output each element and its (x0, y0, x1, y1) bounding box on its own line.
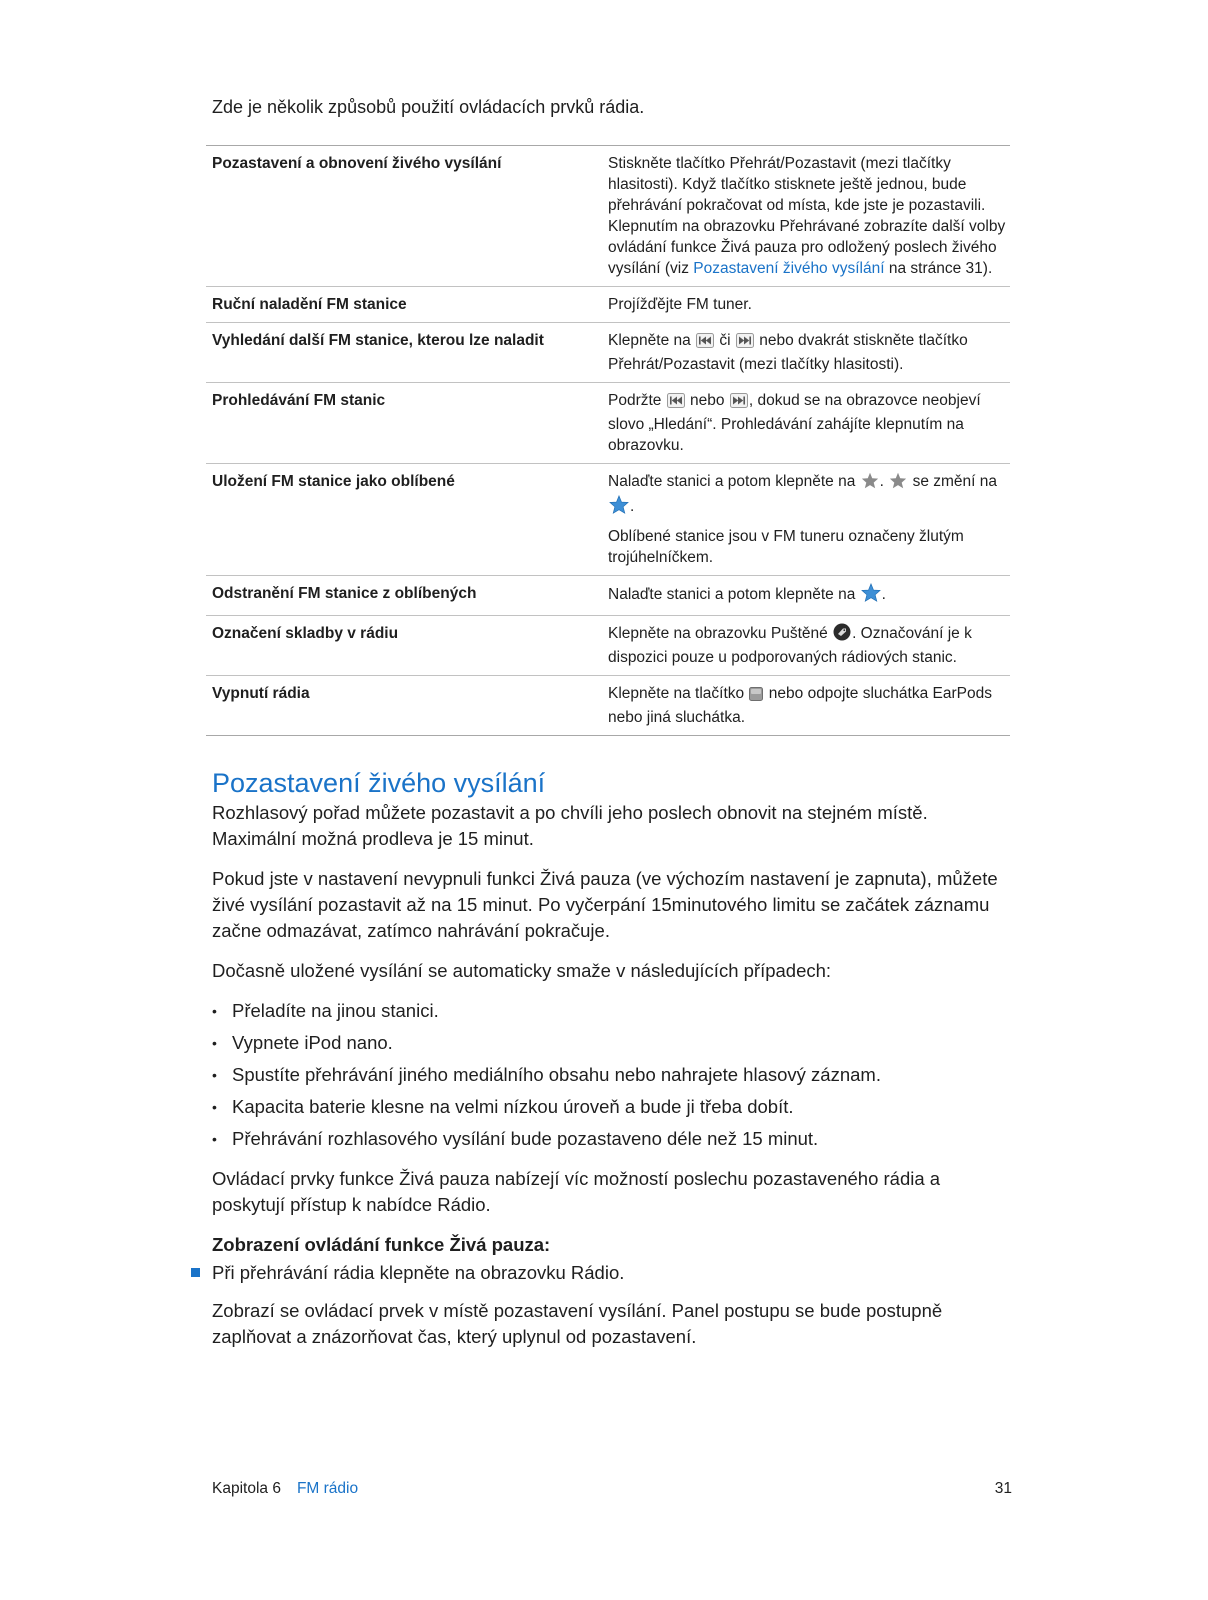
table-row (206, 616, 1010, 676)
bullet: • (212, 1067, 217, 1083)
row-text: nebo odpojte sluchátka EarPods nebo jiná sluchátka. (608, 685, 992, 726)
row-text: nebo dvakrát stiskněte tlačítko Přehrát/Pozastavit (mezi tlačítky hlasitosti). (608, 332, 968, 373)
row-label: Vyhledání další FM stanice, kterou lze naladit (212, 332, 544, 349)
paragraph: Dočasně uložené vysílání se automaticky smaže v následujících případech: (212, 960, 832, 981)
row-text: Nalaďte stanici a potom klepněte na (608, 473, 856, 490)
next-icon (730, 393, 748, 414)
row-text: Stiskněte tlačítko Přehrát/Pozastavit (mezi tlačítky hlasitosti). Když tlačítko stisknete ještě jednou, bude přehrávání pokračovat od místa, kde jste je pozastavili. Klepnutím na obrazovku Přehrávané zobrazíte další volby ovládání funkce Živá pauza pro odložený poslech živého vysílání (viz (608, 155, 1006, 277)
row-text: Klepněte na (608, 332, 691, 349)
stop-icon (749, 686, 763, 707)
list-item-text: Vypnete iPod nano. (232, 1032, 393, 1053)
table-row (206, 464, 1010, 576)
paragraph: Rozhlasový pořad můžete pozastavit a po chvíli jeho poslech obnovit na stejném místě. Maximální možná prodleva je 15 minut. (212, 802, 928, 849)
star-gray-icon (889, 472, 907, 495)
list-item-text: Přeladíte na jinou stanici. (232, 1000, 439, 1021)
chapter-label (212, 1480, 358, 1498)
section-heading: Pozastavení živého vysílání (212, 768, 546, 798)
row-label: Prohledávání FM stanic (212, 392, 386, 409)
next-icon (736, 333, 754, 354)
row-text: . Označování je k dispozici pouze u podporovaných rádiových stanic. (608, 625, 972, 666)
list-item (212, 1094, 1012, 1120)
row-label: Vypnutí rádia (212, 685, 310, 702)
row-text: či (719, 332, 731, 349)
cross-reference-link[interactable]: Pozastavení živého vysílání (693, 260, 885, 277)
row-text: , dokud se na obrazovce neobjeví slovo „Hledání“. Prohledávání zahájíte klepnutím na obrazovku. (608, 392, 981, 454)
table-row (206, 676, 1010, 736)
list-item (212, 1062, 1012, 1088)
table-row (206, 323, 1010, 383)
star-gray-icon (861, 472, 879, 495)
list-item-text: Kapacita baterie klesne na velmi nízkou úroveň a bude ji třeba dobít. (232, 1096, 794, 1117)
tag-icon (833, 623, 851, 647)
chapter-name-link[interactable]: FM rádio (296, 1480, 359, 1497)
row-note: Oblíbené stanice jsou v FM tuneru označeny žlutým trojúhelníčkem. (608, 528, 964, 566)
table-row (206, 383, 1010, 464)
list-item (212, 1030, 1012, 1056)
table-row (206, 576, 1010, 616)
row-text: . (630, 498, 635, 515)
list-item-text: Spustíte přehrávání jiného mediálního obsahu nebo nahrajete hlasový záznam. (232, 1064, 881, 1085)
row-text: Podržte (608, 392, 662, 409)
previous-icon (696, 333, 714, 354)
row-label: Uložení FM stanice jako oblíbené (212, 473, 455, 490)
task-heading: Zobrazení ovládání funkce Živá pauza: (212, 1234, 551, 1255)
table-row (206, 146, 1010, 287)
row-description: Projížďějte FM tuner. (608, 296, 752, 313)
task-marker (191, 1268, 200, 1277)
intro-text: Zde je několik způsobů použití ovládacích prvků rádia. (212, 97, 645, 117)
row-label: Označení skladby v rádiu (212, 625, 399, 642)
row-label: Pozastavení a obnovení živého vysílání (212, 155, 502, 172)
bullet: • (212, 1099, 217, 1115)
row-text: Klepněte na obrazovku Puštěné (608, 625, 828, 642)
row-description (608, 583, 1010, 608)
row-description (608, 623, 1010, 668)
bullet: • (212, 1131, 217, 1147)
list-item (212, 998, 1012, 1024)
star-blue-icon (861, 583, 881, 608)
row-description (608, 330, 1010, 375)
bullet-list (212, 998, 1012, 1152)
list-item-text: Přehrávání rozhlasového vysílání bude pozastaveno déle než 15 minut. (232, 1128, 819, 1149)
row-description (608, 683, 1010, 728)
page-number: 31 (994, 1480, 1012, 1497)
row-text: nebo (690, 392, 725, 409)
row-text: Nalaďte stanici a potom klepněte na (608, 586, 856, 603)
bullet: • (212, 1003, 217, 1019)
task-step (212, 1260, 1012, 1286)
row-text: . (881, 586, 886, 603)
row-text: Klepněte na tlačítko (608, 685, 745, 702)
paragraph: Ovládací prvky funkce Živá pauza nabízejí víc možností poslechu pozastaveného rádia a poskytují přístup k nabídce Rádio. (212, 1168, 941, 1215)
row-description (608, 153, 1010, 279)
paragraph: Zobrazí se ovládací prvek v místě pozastavení vysílání. Panel postupu se bude postupně zaplňovat a znázorňovat čas, který uplynul od pozastavení. (212, 1300, 943, 1347)
list-item (212, 1126, 1012, 1152)
row-label: Ruční naladění FM stanice (212, 296, 407, 313)
table-row (206, 287, 1010, 323)
row-label: Odstranění FM stanice z oblíbených (212, 585, 477, 602)
section-body (212, 800, 1012, 1364)
previous-icon (667, 393, 685, 414)
star-blue-icon (609, 495, 629, 520)
paragraph: Pokud jste v nastavení nevypnuli funkci Živá pauza (ve výchozím nastavení je zapnuta), můžete živé vysílání pozastavit až na 15 minut. Po vyčerpání 15minutového limitu se začátek záznamu začne odmazávat, zatímco nahrávání pokračuje. (212, 868, 998, 941)
row-text: se změní na (912, 473, 998, 490)
chapter-number: Kapitola 6 (212, 1480, 281, 1497)
page-footer (212, 1480, 1012, 1498)
bullet: • (212, 1035, 217, 1051)
row-text: na stránce 31). (884, 260, 993, 277)
row-description (608, 471, 1010, 568)
row-description (608, 390, 1010, 456)
controls-table (206, 145, 1010, 736)
task-step-text: Při přehrávání rádia klepněte na obrazovku Rádio. (212, 1262, 625, 1283)
row-text: . (879, 473, 884, 490)
